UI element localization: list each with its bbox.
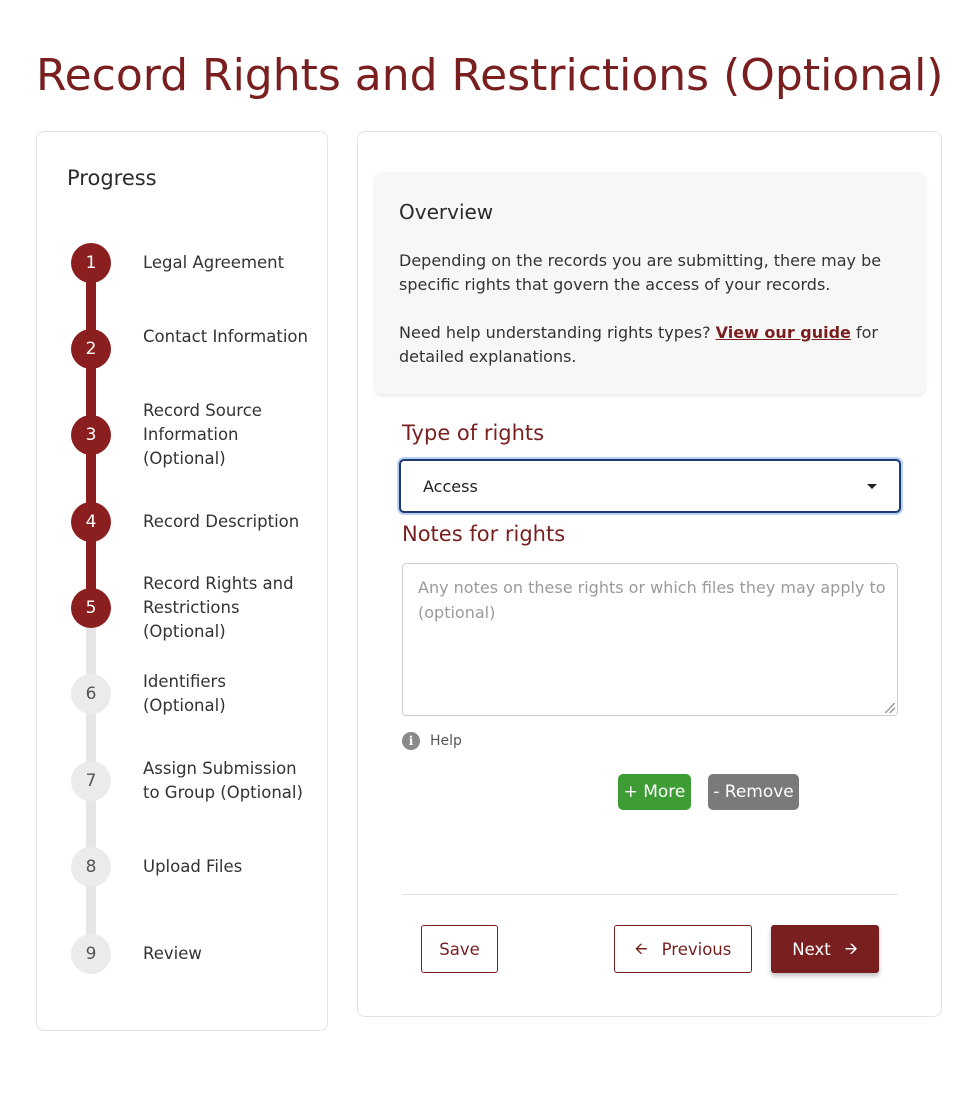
- step-label: Record Source Information (Optional): [143, 401, 262, 468]
- step-number-badge: 4: [71, 502, 111, 542]
- notes-placeholder: Any notes on these rights or which files they may apply to (optional): [418, 578, 886, 622]
- form-card: [357, 131, 942, 1017]
- more-rights-button[interactable]: + More: [618, 774, 691, 810]
- next-button-label: Next: [792, 939, 831, 959]
- overview-panel: [374, 172, 926, 394]
- step-label: Contact Information: [143, 327, 308, 346]
- step-number-badge: 8: [71, 847, 111, 887]
- step-label: Record Description: [143, 512, 300, 531]
- overview-help-suffix: for detailed explanations.: [399, 323, 878, 366]
- overview-help-prefix: Need help understanding rights types?: [399, 323, 716, 342]
- resize-handle-icon[interactable]: [885, 703, 895, 713]
- page-title: Record Rights and Restrictions (Optional): [36, 50, 944, 101]
- step-number-badge: 2: [71, 329, 111, 369]
- notes-for-rights-textarea[interactable]: [402, 563, 898, 716]
- help-text: Help: [430, 733, 462, 749]
- step-number-badge: 5: [71, 588, 111, 628]
- step-label: Legal Agreement: [143, 253, 285, 272]
- step-label: Identifiers (Optional): [143, 672, 226, 715]
- help-toggle[interactable]: [402, 731, 462, 751]
- step-label: Upload Files: [143, 857, 243, 876]
- step-label: Record Rights and Restrictions (Optional): [143, 574, 294, 641]
- previous-button-label: Previous: [661, 939, 732, 959]
- step-number-badge: 1: [71, 243, 111, 283]
- overview-title: Overview: [399, 200, 494, 224]
- view-guide-link[interactable]: View our guide: [715, 323, 851, 342]
- type-of-rights-label: Type of rights: [402, 421, 545, 445]
- progress-panel: [36, 131, 328, 1031]
- step-number-badge: 9: [71, 934, 111, 974]
- arrow-right-icon: 🡪: [844, 939, 858, 958]
- step-number-badge: 6: [71, 674, 111, 714]
- remove-rights-button[interactable]: - Remove: [708, 774, 799, 810]
- divider: [402, 894, 898, 895]
- notes-for-rights-label: Notes for rights: [402, 522, 566, 546]
- caret-down-icon: [867, 484, 877, 489]
- step-number-badge: 7: [71, 761, 111, 801]
- arrow-left-icon: 🡨: [634, 939, 648, 958]
- step-number-badge: 3: [71, 415, 111, 455]
- save-button[interactable]: [421, 925, 498, 973]
- progress-title: Progress: [67, 166, 157, 190]
- save-button-label: Save: [439, 939, 480, 959]
- info-icon: i: [402, 732, 420, 750]
- overview-help-paragraph: [399, 321, 899, 369]
- step-label: Assign Submission to Group (Optional): [143, 759, 303, 802]
- type-of-rights-select[interactable]: [399, 459, 901, 513]
- previous-button[interactable]: [614, 925, 752, 973]
- type-of-rights-value: Access: [423, 477, 478, 496]
- step-label: Review: [143, 944, 202, 963]
- next-button[interactable]: [771, 925, 879, 973]
- overview-paragraph: Depending on the records you are submitting, there may be specific rights that govern the access of your records.: [399, 251, 882, 294]
